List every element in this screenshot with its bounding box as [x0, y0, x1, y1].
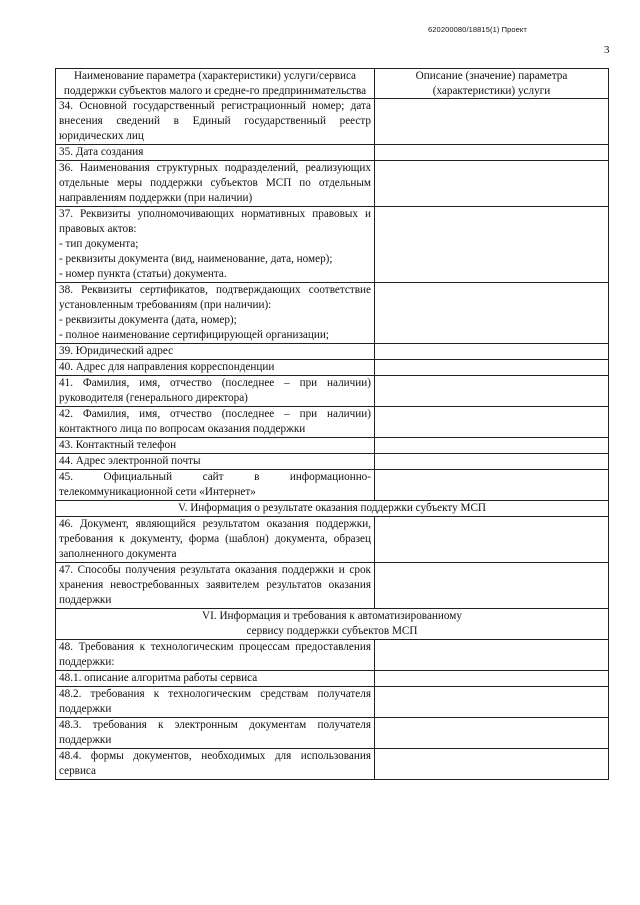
row-value	[375, 161, 609, 207]
row-value	[375, 718, 609, 749]
header-parameter-value: Описание (значение) параметра (характеристики) услуги	[375, 69, 609, 99]
row-label: 35. Дата создания	[56, 145, 375, 161]
row-value	[375, 344, 609, 360]
row-label: 48.3. требования к электронным документам получателя поддержки	[56, 718, 375, 749]
table-row	[56, 687, 609, 718]
row-value	[375, 517, 609, 563]
row-value	[375, 376, 609, 407]
row-label: 40. Адрес для направления корреспонденции	[56, 360, 375, 376]
row-bullet: - реквизиты документа (дата, номер);	[59, 314, 237, 326]
row-value	[375, 470, 609, 501]
section-5-heading: V. Информация о результате оказания поддержки субъекту МСП	[56, 501, 609, 517]
table-row	[56, 207, 609, 283]
header-parameter-name: Наименование параметра (характеристики) услуги/сервиса поддержки субъектов малого и средне-го предпринимательства	[56, 69, 375, 99]
row-label: 34. Основной государственный регистрационный номер; дата внесения сведений в Единый государственный реестр юридических лиц	[56, 99, 375, 145]
row-label: 45. Официальный сайт в информационно-телекоммуникационной сети «Интернет»	[56, 470, 375, 501]
row-bullet: - номер пункта (статьи) документа.	[59, 268, 227, 280]
document-id: 620200080/18815(1) Проект	[428, 25, 527, 34]
table-row	[56, 454, 609, 470]
row-value	[375, 145, 609, 161]
table-row	[56, 640, 609, 671]
row-label-multiline	[56, 283, 375, 344]
row-label: 48.1. описание алгоритма работы сервиса	[56, 671, 375, 687]
table-row	[56, 563, 609, 609]
table-row	[56, 360, 609, 376]
row-intro: 38. Реквизиты сертификатов, подтверждающих соответствие установленным требованиям (при наличии):	[59, 284, 371, 311]
row-value	[375, 749, 609, 780]
row-label: 46. Документ, являющийся результатом оказания поддержки, требования к документу, форма (шаблон) документа, образец заполненного документа	[56, 517, 375, 563]
row-label: 36. Наименования структурных подразделений, реализующих отдельные меры поддержки субъектов МСП по отдельным направлениям поддержки (при наличии)	[56, 161, 375, 207]
table-row	[56, 749, 609, 780]
row-label-multiline	[56, 207, 375, 283]
row-label: 39. Юридический адрес	[56, 344, 375, 360]
row-label: 48.4. формы документов, необходимых для использования сервиса	[56, 749, 375, 780]
table-row	[56, 671, 609, 687]
table-row	[56, 407, 609, 438]
row-bullet: - реквизиты документа (вид, наименование, дата, номер);	[59, 253, 333, 265]
parameters-table	[55, 68, 609, 780]
table-row	[56, 376, 609, 407]
row-bullet: - полное наименование сертифицирующей организации;	[59, 329, 329, 341]
row-value	[375, 438, 609, 454]
row-intro: 37. Реквизиты уполномочивающих нормативных правовых и правовых актов:	[59, 208, 371, 235]
row-value	[375, 671, 609, 687]
table-row	[56, 344, 609, 360]
table-row	[56, 99, 609, 145]
table-row	[56, 283, 609, 344]
row-value	[375, 207, 609, 283]
section-6-heading-line2: сервису поддержки субъектов МСП	[246, 625, 418, 637]
row-value	[375, 283, 609, 344]
row-label: 42. Фамилия, имя, отчество (последнее – при наличии) контактного лица по вопросам оказания поддержки	[56, 407, 375, 438]
row-label: 41. Фамилия, имя, отчество (последнее – при наличии) руководителя (генерального директора)	[56, 376, 375, 407]
row-value	[375, 360, 609, 376]
row-value	[375, 640, 609, 671]
table-row	[56, 718, 609, 749]
table-row	[56, 517, 609, 563]
row-value	[375, 454, 609, 470]
row-bullet: - тип документа;	[59, 238, 139, 250]
row-value	[375, 99, 609, 145]
row-value	[375, 687, 609, 718]
row-label: 48. Требования к технологическим процессам предоставления поддержки:	[56, 640, 375, 671]
section-6-heading	[56, 609, 609, 640]
row-value	[375, 563, 609, 609]
table-row	[56, 470, 609, 501]
row-label: 44. Адрес электронной почты	[56, 454, 375, 470]
row-label: 47. Способы получения результата оказания поддержки и срок хранения невостребованных заявителем результатов оказания поддержки	[56, 563, 375, 609]
table-header-row	[56, 69, 609, 99]
row-value	[375, 407, 609, 438]
table-row	[56, 145, 609, 161]
table-row	[56, 438, 609, 454]
row-label: 48.2. требования к технологическим средствам получателя поддержки	[56, 687, 375, 718]
row-label: 43. Контактный телефон	[56, 438, 375, 454]
section-6-heading-line1: VI. Информация и требования к автоматизированиому	[202, 610, 462, 622]
table-row	[56, 161, 609, 207]
page-number: 3	[604, 44, 610, 56]
section-heading-row	[56, 501, 609, 517]
section-heading-row	[56, 609, 609, 640]
